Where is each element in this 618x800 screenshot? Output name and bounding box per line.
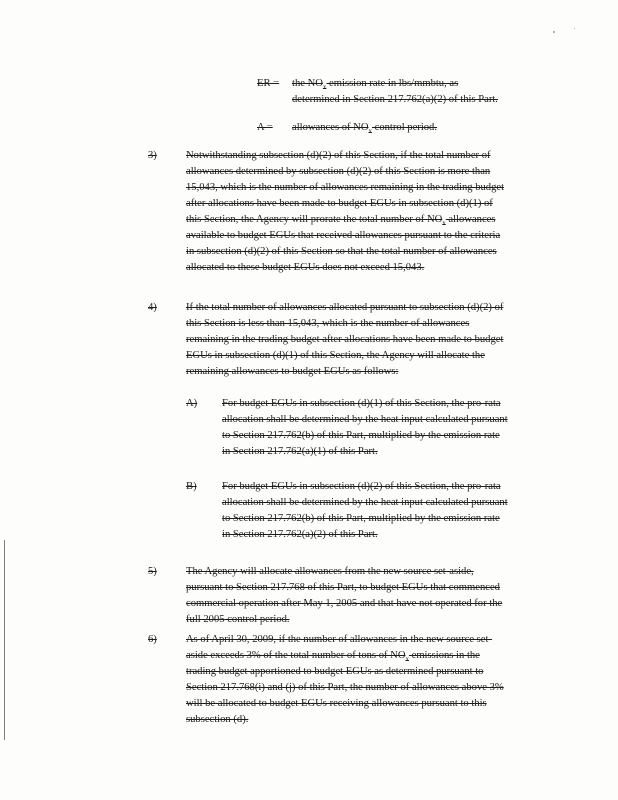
def-term-er: ER = [257, 78, 280, 89]
item-text-4: If the total number of allowances allocated pursuant to subsection (d)(2) of this Section is less than 15,043, which is the number of allowances remaining in the trading budget after allocations have been made to budget EGUs in subsection (d)(1) of this Section, the Agency will allocate the remaining allowances to budget EGUs as follows: [186, 302, 504, 377]
item-label-6: 6) [148, 634, 157, 645]
item-label-4a: A) [186, 398, 198, 409]
def-term-a: A = [257, 122, 273, 133]
scan-speck [574, 28, 575, 29]
scan-margin-line [4, 540, 5, 740]
item-label-3: 3) [148, 150, 157, 161]
item-text-4a: For budget EGUs in subsection (d)(1) of this Section, the pro-rata allocation shall be determined by the heat input calculated pursuant to Section 217.762(b) of this Part, multiplied by the emission rate in Section 217.762(a)(1) of this Part. [222, 398, 508, 457]
item-text-6: As of April 30, 2009, if the number of allowances in the new source set-aside exceeds 3% of the total number of tons of $NO_x$ emissions in the trading budget apportioned to budget EGUs as determined pursuant to Section 217.768(i) and (j) of this Part, the number of allowances above 3% will be allocated to budget EGUs receiving allowances pursuant to this subsection (d). [186, 634, 504, 725]
def-text-a: allowances of $NO_x$ control period. [292, 122, 438, 136]
scan-speck [553, 31, 555, 33]
item-text-4b: For budget EGUs in subsection (d)(2) of this Section, the pro-rata allocation shall be determined by the heat input calculated pursuant to Section 217.762(b) of this Part, multiplied by the emission rate in Section 217.762(a)(2) of this Part. [222, 481, 508, 540]
item-text-3: Notwithstanding subsection (d)(2) of this Section, if the total number of allowances determined by subsection (d)(2) of this Section is more than 15,043, which is the number of allowances remaining in the trading budget after allocations have been made to budget EGUs in subsection (d)(1) of this Section, the Agency will prorate the total number of $NO_x$ allowances available to budget EGUs that received allowances pursuant to the criteria in subsection (d)(2) of this Section so that the total number of allowances allocated to these budget EGUs does not exceed 15,043. [186, 150, 505, 273]
item-label-4: 4) [148, 302, 157, 313]
item-label-5: 5) [148, 566, 157, 577]
item-label-4b: B) [186, 481, 197, 492]
item-text-5: The Agency will allocate allowances from the new source set-aside, pursuant to Section 217.768 of this Part, to budget EGUs that commenced commercial operation after May 1, 2005 and that have not operated for the full 2005 control period. [186, 566, 503, 625]
def-text-er: the $NO_x$ emission rate in lbs/mmbtu, as determined in Section 217.762(a)(2) of this Part. [292, 78, 498, 105]
